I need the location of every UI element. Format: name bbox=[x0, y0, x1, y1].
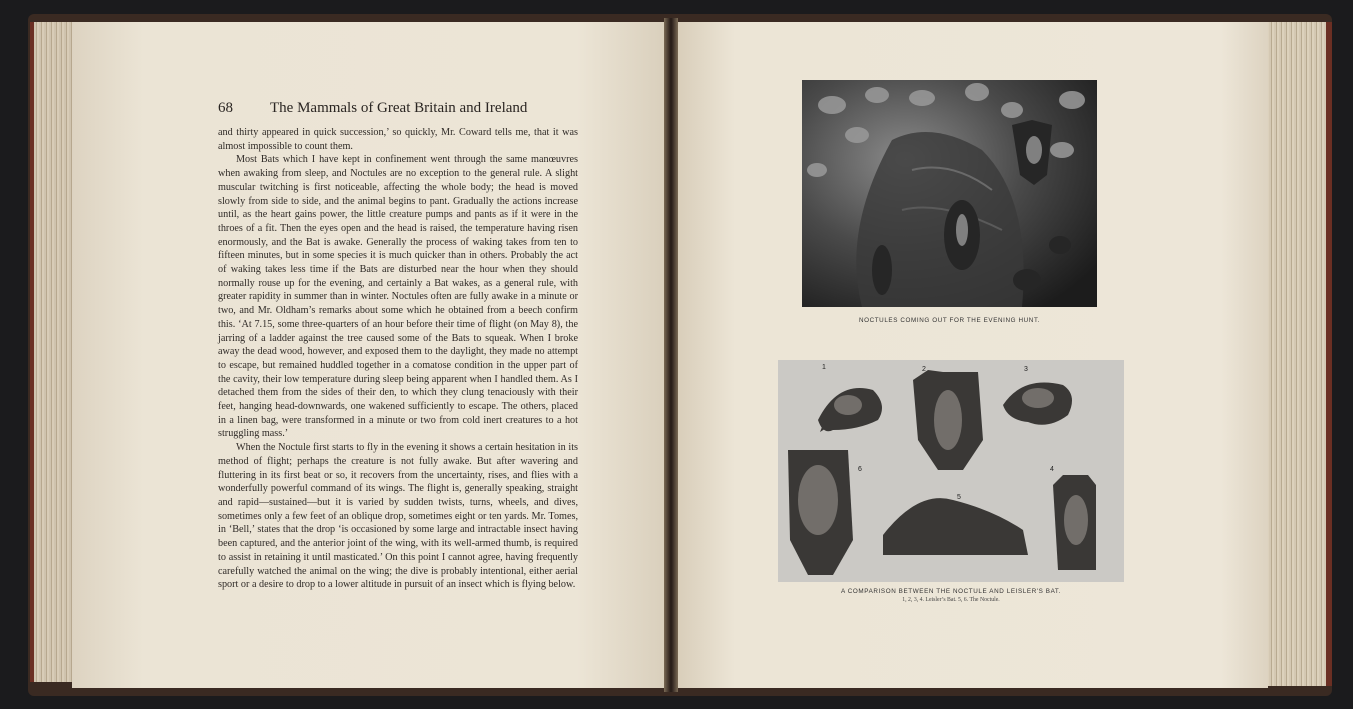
plate1-caption: NOCTULES COMING OUT FOR THE EVENING HUNT. bbox=[858, 317, 1041, 324]
book-gutter bbox=[664, 18, 678, 692]
plate2-caption: A COMPARISON BETWEEN THE NOCTULE AND LEISLER'S BAT. bbox=[840, 588, 1062, 595]
page-number: 68 bbox=[218, 100, 233, 116]
page-edges-right bbox=[1264, 22, 1332, 686]
plate2-subcaption: 1, 2, 3, 4. Leisler’s Bat. 5, 6. The Noctule. bbox=[902, 597, 1000, 603]
plate-label-4: 4 bbox=[1050, 466, 1054, 473]
plate-bat-comparison bbox=[778, 360, 1124, 582]
paragraph-3: When the Noctule first starts to fly in the evening it shows a certain hesitation in its method of flight; perhaps the creature is not fully awake. But after wavering and fluttering in its first beat or so, it recovers from the uncertainty, rises, and flies with a wonderfully powerful command of its wings. The flight is, generally speaking, straight and rapid—sustained—but it is varied by sudden twists, turns, wheels, and dives, sometimes only a few feet of an oblique drop, sometimes eight or ten yards. Mr. Tomes, in ‘Bell,’ states that the drop ‘is occasioned by some large and intractable insect having been captured, and the anterior joint of the wing, with its well-armed thumb, is required to assist in retaining it until masticated.’ On this point I cannot agree, having frequently carefully watched the animal on the wing; the dive is probably intentional, either aerial sport or a desire to drop to a lower altitude in pursuit of an insect which is flying below. bbox=[218, 442, 578, 591]
plate-noctules-evening-hunt bbox=[802, 80, 1097, 307]
page-edges-left bbox=[30, 22, 78, 682]
paragraph-2: Most Bats which I have kept in confinement went through the same manœuvres when awaking from sleep, and Noctules are no exception to the general rule. A slight muscular twitching is first noticeable, affecting the whole body; the head is moved slowly from side to side, and the animal begins to pant. Gradually the actions increase until, as the heart gains power, the little creature pumps and pants as if it were in the throes of a fit. Then the eyes open and the head is raised, the temperature having risen enormously, and the Bat is awake. Generally the process of waking takes from ten to fifteen minutes, but in some species it is much quicker than in others. Probably the act of waking takes less time if the Bats are disturbed near the hour when they should normally rouse up for the evening, and certainly a Bat wakes, as a general rule, with greater rapidity in summer than in winter. Noctules often are fully awake in a minute or two, and Mr. Oldham’s remarks about some which he obtained from a beech confirm this. ‘At 7.15, some three-quarters of an hour before their time of flight (on May 8), the jarring of a ladder against the tree caused some of the Bats to squeak. When I broke away the dead wood, however, and exposed them to the daylight, they made no attempt to escape, but remained huddled together in a comatose condition in the upper part of the cavity, their low temperature during sleep being apparent when I handled them. As I detached them from the sides of their den, to which they clung tenaciously with their feet, hanging head-downwards, one wakened sufficiently to escape. The others, placed in a linen bag, were transformed in a minute or two from cold inert creatures to a hot struggling mass.’ bbox=[218, 154, 578, 440]
running-head-title: The Mammals of Great Britain and Ireland bbox=[270, 100, 528, 116]
noctules-illustration bbox=[802, 80, 1097, 307]
running-head bbox=[218, 100, 578, 117]
plate-label-1: 1 bbox=[822, 364, 826, 371]
body-text bbox=[218, 126, 578, 592]
plate-label-5: 5 bbox=[957, 494, 961, 501]
plate-label-6: 6 bbox=[858, 466, 862, 473]
bat-comparison-photo bbox=[778, 360, 1124, 582]
plate-label-3: 3 bbox=[1024, 366, 1028, 373]
paragraph-1: and thirty appeared in quick succession,’ so quickly, Mr. Coward tells me, that it was almost impossible to count them. bbox=[218, 127, 578, 152]
plate-label-2: 2 bbox=[922, 366, 926, 373]
